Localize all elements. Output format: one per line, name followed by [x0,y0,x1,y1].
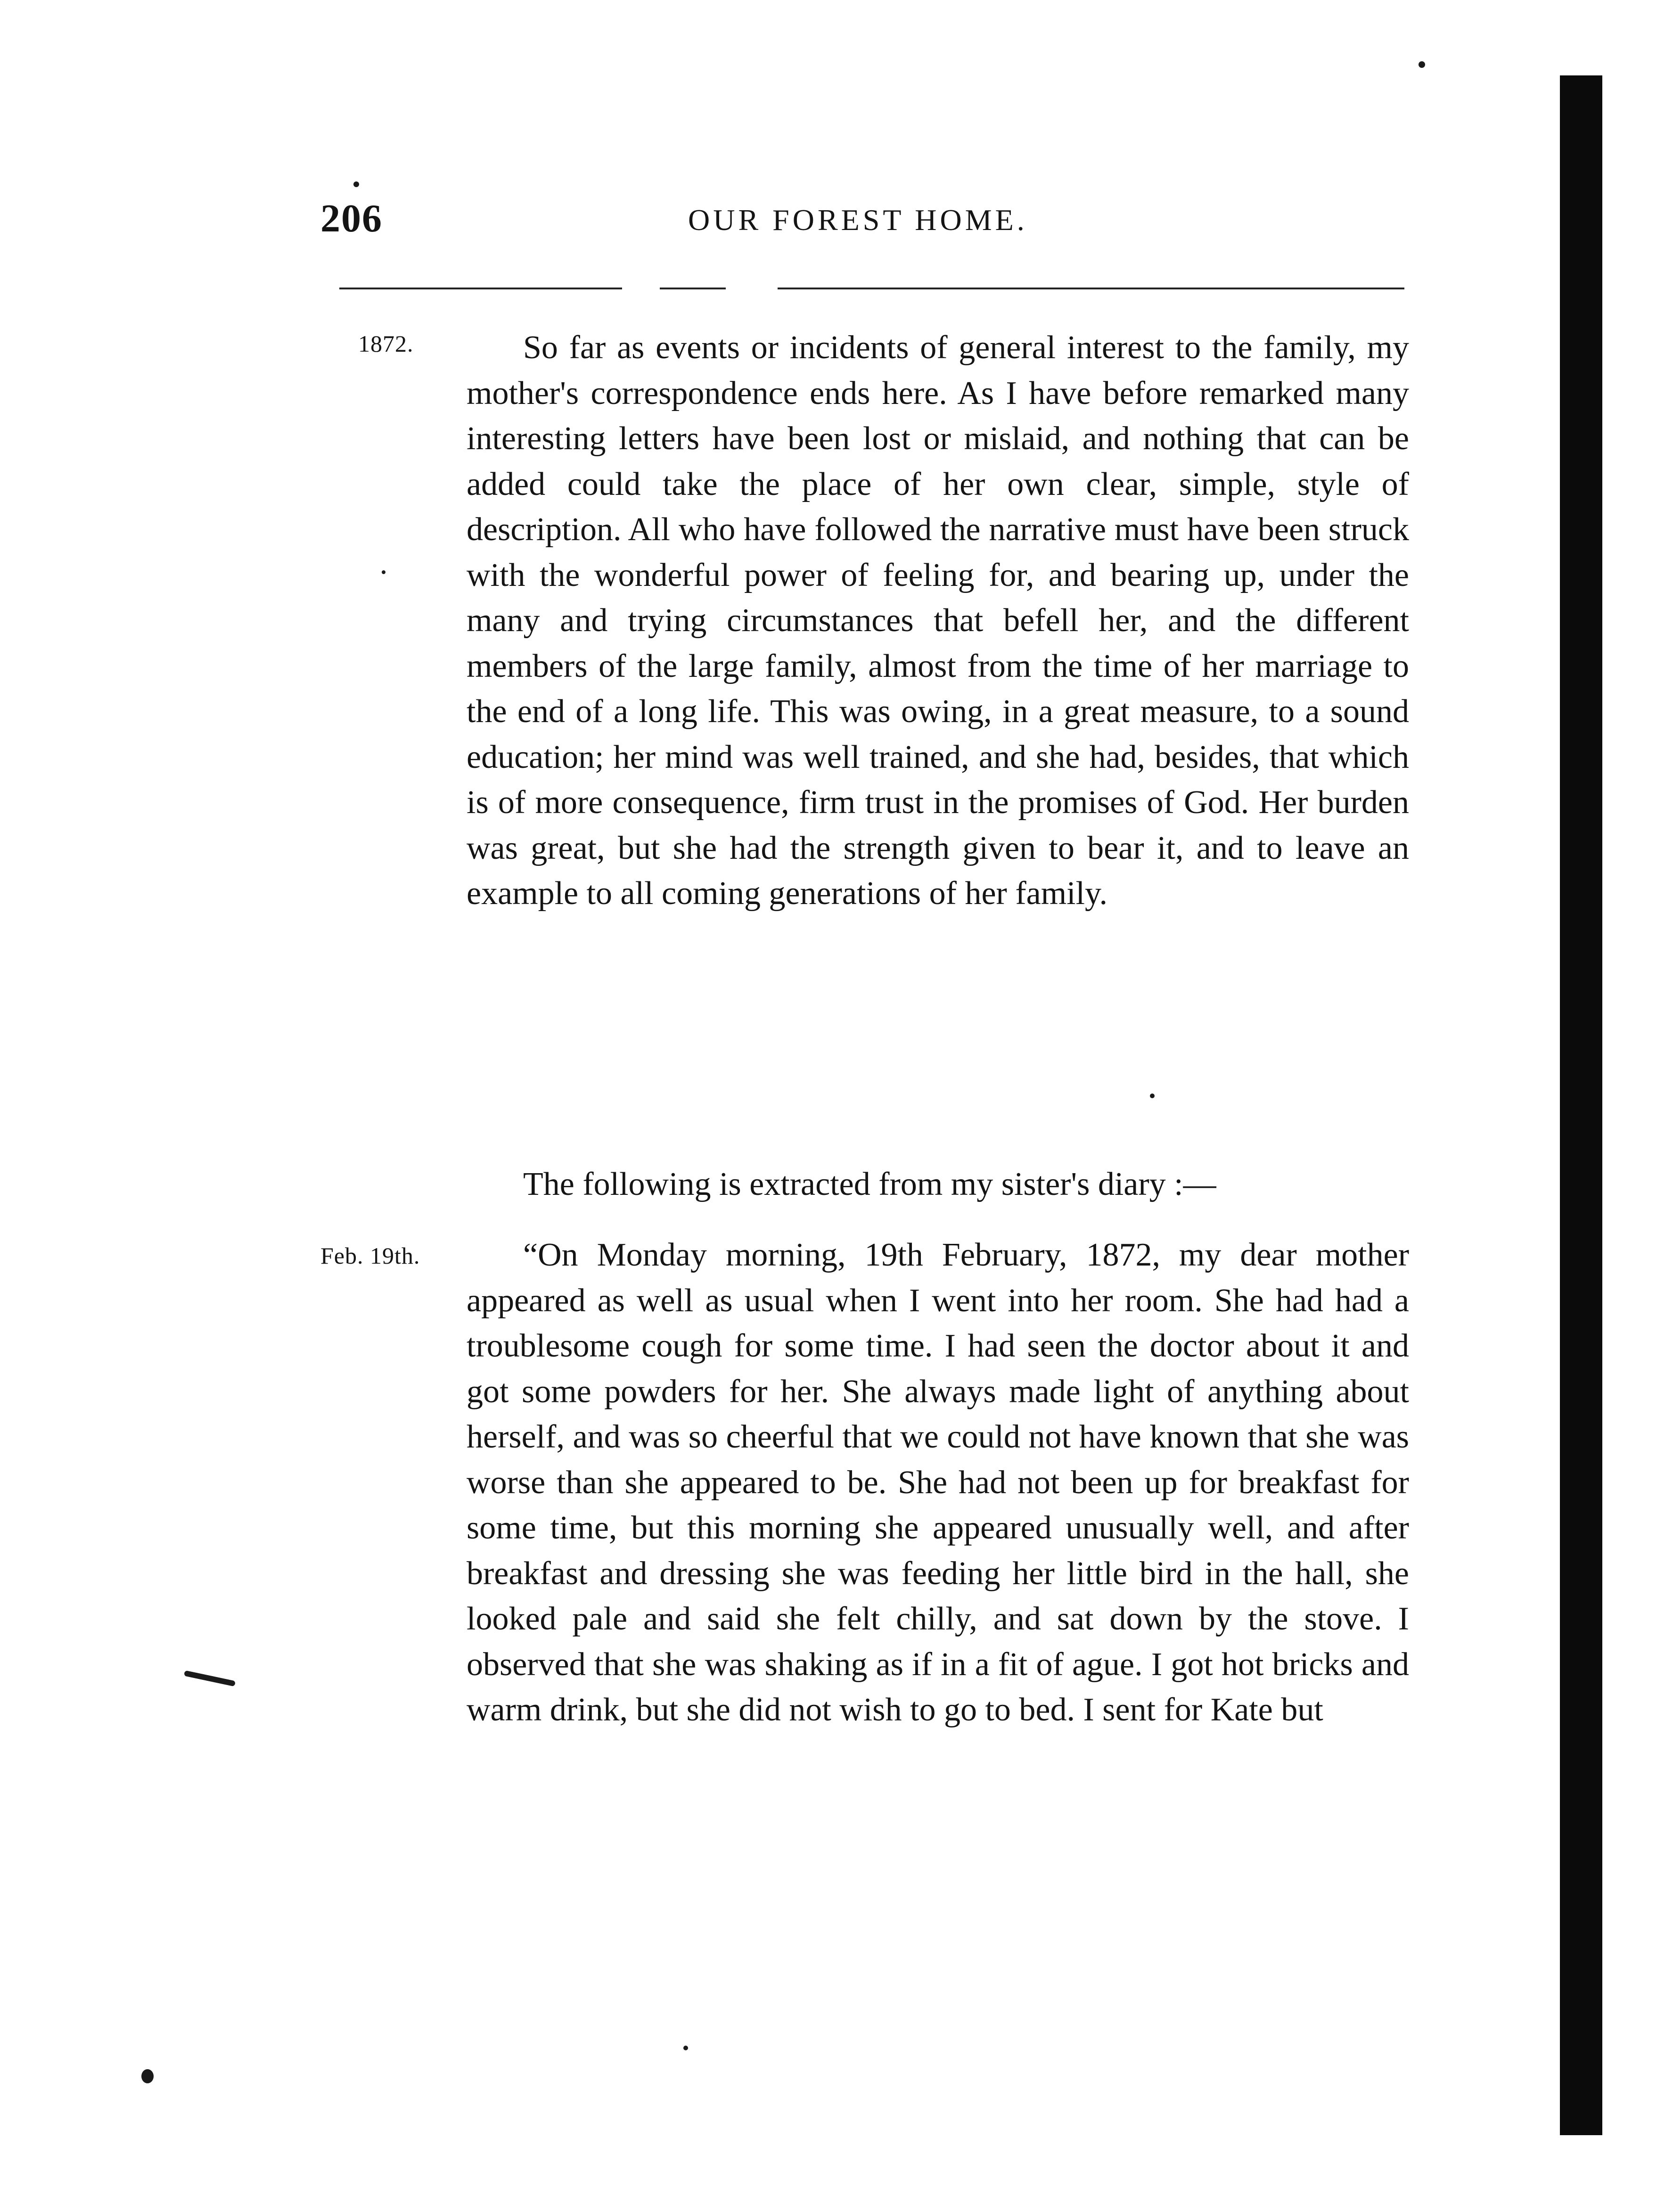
paragraph-text: “On Monday morning, 19th February, 1872, my dear mother appeared as well as usual when I went into her room. She had had a troublesome cough for some time. I had seen the doctor about it and got some powders for her. She always made light of anything about herself, and was so cheerful that we could not have known that she was worse than she appeared to be. She had not been up for breakfast for some time, but this morning she appeared unusually well, and after breakfast and dressing she was feeding her little bird in the hall, she looked pale and said she felt chilly, and sat down by the stove. I observed that she was shaking as if in a fit of ague. I got hot bricks and warm drink, but she did not wish to go to bed. I sent for Kate but [467,1237,1409,1728]
margin-note-year: 1872. [358,330,414,357]
scan-speck [382,570,385,574]
scan-speck [141,2069,154,2083]
margin-note-date: Feb. 19th. [320,1242,420,1269]
scan-speck [184,1670,236,1687]
paragraph [467,1233,1409,1733]
header-rule [339,288,622,289]
scan-speck [353,181,359,187]
header-rule [660,288,726,289]
paragraph-text: The following is extracted from my sister's diary :— [523,1166,1216,1202]
paragraph [467,325,1409,917]
page-number: 206 [320,197,383,240]
running-title: OUR FOREST HOME. [688,203,1028,237]
scan-speck [1150,1094,1155,1098]
scan-speck [683,2046,688,2050]
scan-speck [1419,61,1425,68]
scan-edge-shadow [1560,75,1602,2135]
paragraph-text: So far as events or incidents of general interest to the family, my mother's correspondence ends here. As I have before remarked many interesting letters have been lost or mislaid, and nothing that can be added could take the place of her own clear, simple, style of description. All who have followed the narrative must have been struck with the wonderful power of feeling for, and bearing up, under the many and trying circumstances that befell her, and the different members of the large family, almost from the time of her marriage to the end of a long life. This was owing, in a great measure, to a sound education; her mind was well trained, and she had, besides, that which is of more consequence, firm trust in the promises of God. Her burden was great, but she had the strength given to bear it, and to leave an example to all coming generations of her family. [467,329,1409,912]
header-rule [778,288,1404,289]
paragraph [467,1162,1409,1208]
